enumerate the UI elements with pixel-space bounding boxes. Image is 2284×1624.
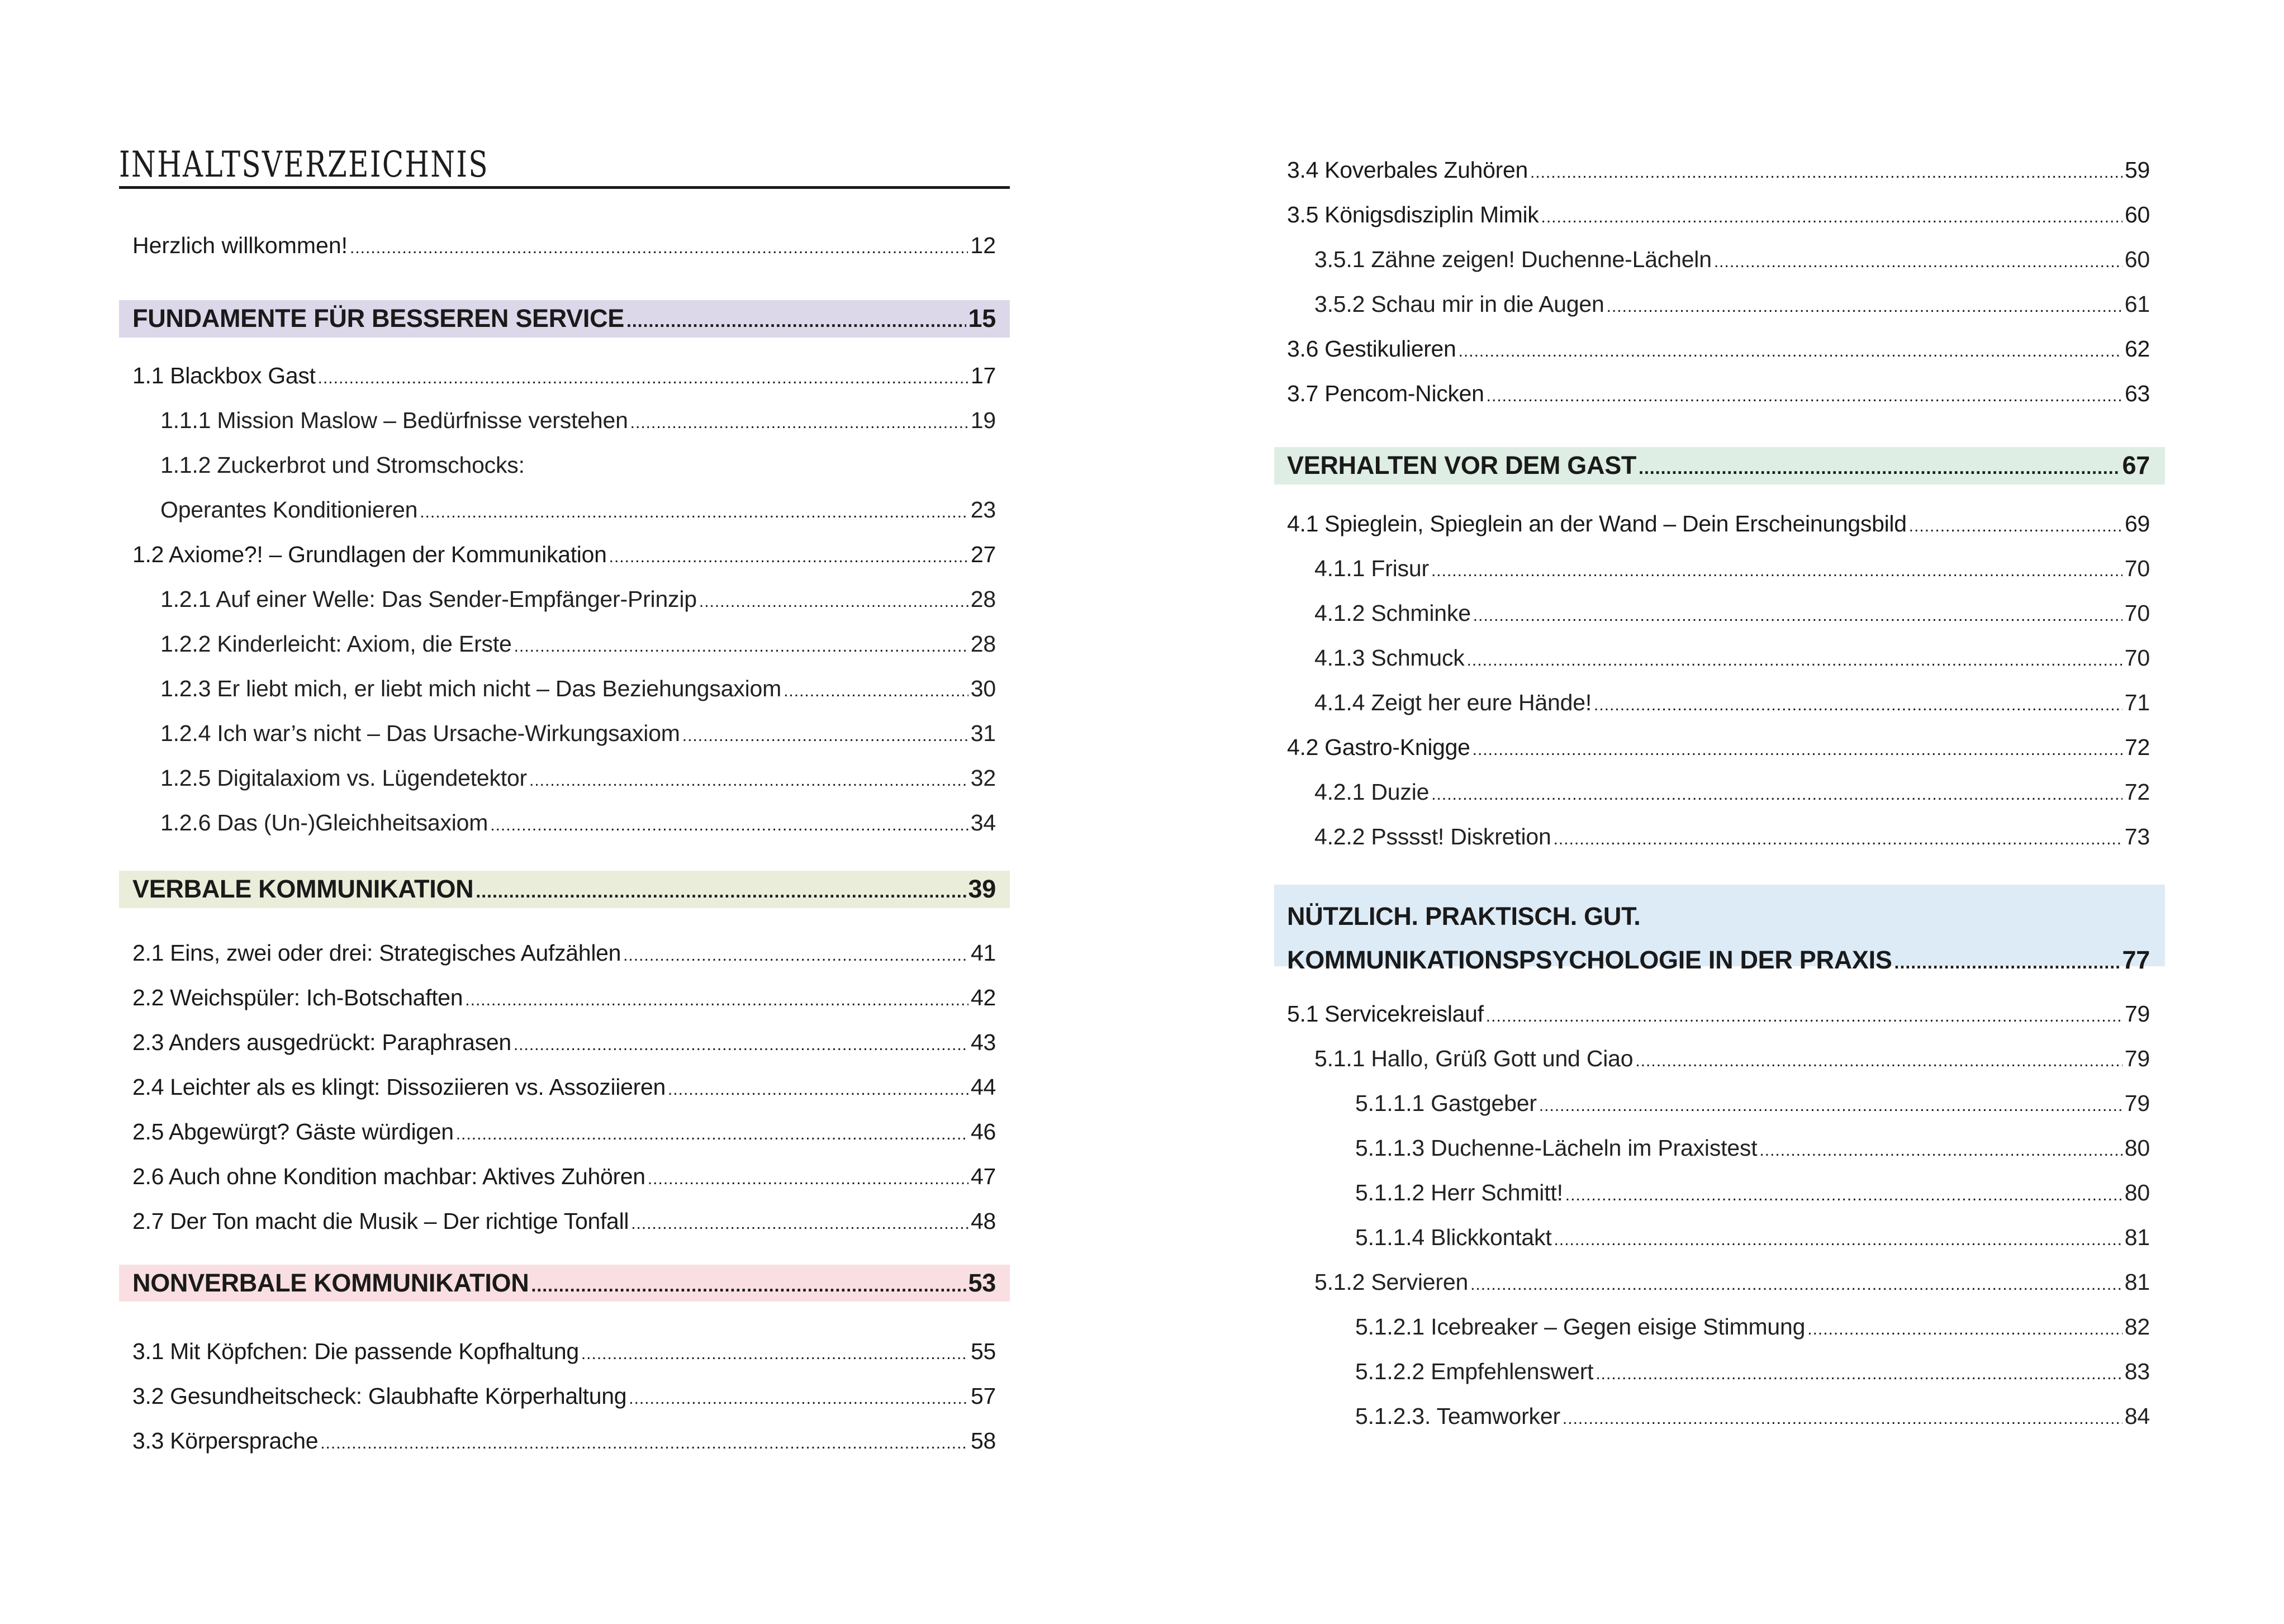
toc-entry-label: 5.1.1.4 Blickkontakt	[1355, 1224, 1552, 1250]
toc-chapter-5-line2[interactable]	[1287, 943, 2150, 977]
toc-entry-label: 3.3 Körpersprache	[132, 1428, 319, 1454]
dot-leader	[1563, 1402, 2122, 1436]
toc-entry-label: 3.5.2 Schau mir in die Augen	[1314, 291, 1604, 317]
dot-leader	[1639, 451, 2120, 485]
toc-entry[interactable]	[1355, 1176, 2150, 1209]
toc-chapter-page: 39	[968, 875, 996, 903]
toc-entry-page: 44	[970, 1074, 996, 1100]
toc-entry-page: 69	[2124, 511, 2150, 536]
toc-entry[interactable]	[1314, 641, 2150, 675]
toc-entry-page: 42	[970, 985, 996, 1010]
dot-leader	[630, 406, 968, 440]
toc-entry[interactable]	[1314, 243, 2150, 276]
toc-entry-label: 2.7 Der Ton macht die Musik – Der richtige Tonfall	[132, 1208, 629, 1234]
toc-entry[interactable]	[1314, 287, 2150, 321]
toc-entry-page: 19	[970, 407, 996, 433]
dot-leader	[1431, 554, 2122, 588]
toc-entry-page: 70	[2124, 645, 2150, 671]
dot-leader	[1539, 1089, 2122, 1123]
toc-entry[interactable]	[132, 1204, 996, 1238]
dot-leader	[1894, 946, 2120, 979]
dot-leader	[514, 630, 968, 663]
toc-chapter-page: 67	[2122, 451, 2150, 479]
toc-entry-page: 62	[2124, 336, 2150, 362]
dot-leader	[699, 585, 968, 619]
toc-entry-label: 3.6 Gestikulieren	[1287, 336, 1456, 362]
dot-leader	[514, 1028, 968, 1062]
dot-leader	[1467, 644, 2122, 677]
toc-entry-page: 72	[2124, 779, 2150, 805]
toc-entry-page: 48	[970, 1208, 996, 1234]
dot-leader	[1565, 1179, 2122, 1212]
toc-entry[interactable]	[1287, 507, 2150, 540]
toc-entry-page: 30	[970, 676, 996, 701]
toc-entry[interactable]	[132, 538, 996, 571]
toc-entry-label: 5.1.2.1 Icebreaker – Gegen eisige Stimmung	[1355, 1314, 1806, 1340]
dot-leader	[320, 1427, 968, 1460]
toc-chapter-label: NÜTZLICH. PRAKTISCH. GUT.	[1287, 902, 1641, 930]
page-title: INHALTSVERZEICHNIS	[119, 144, 489, 186]
toc-entry-label: 4.1 Spieglein, Spieglein an der Wand – Dein Erscheinungsbild	[1287, 511, 1907, 536]
dot-leader	[1594, 688, 2122, 722]
dot-leader	[1486, 1000, 2122, 1033]
toc-entry-page: 59	[2124, 157, 2150, 183]
toc-chapter-label: NONVERBALE KOMMUNIKATION	[132, 1269, 529, 1297]
toc-entry[interactable]	[1314, 1265, 2150, 1299]
dot-leader	[529, 764, 968, 797]
toc-entry-page: 28	[970, 586, 996, 612]
toc-entry[interactable]	[1314, 775, 2150, 809]
toc-chapter-page: 77	[2122, 946, 2150, 974]
dot-leader	[531, 1269, 966, 1302]
toc-chapter-2[interactable]	[132, 872, 996, 906]
toc-entry-page: 82	[2124, 1314, 2150, 1340]
toc-entry[interactable]	[1287, 332, 2150, 365]
toc-entry-intro[interactable]	[132, 229, 996, 262]
toc-entry-page: 41	[970, 940, 996, 966]
dot-leader	[1909, 510, 2122, 543]
toc-chapter-1[interactable]	[132, 302, 996, 335]
toc-entry-page: 60	[2124, 246, 2150, 272]
toc-entry[interactable]	[1314, 686, 2150, 719]
toc-entry-page: 17	[970, 363, 996, 388]
toc-entry[interactable]	[132, 981, 996, 1014]
toc-entry-label: 4.1.4 Zeigt her eure Hände!	[1314, 690, 1592, 715]
toc-entry-label: 1.2 Axiome?! – Grundlagen der Kommunikation	[132, 542, 607, 567]
dot-leader	[784, 675, 968, 708]
toc-entry[interactable]	[1287, 198, 2150, 231]
dot-leader	[490, 809, 968, 842]
dot-leader	[1635, 1044, 2122, 1078]
toc-chapter-label: VERHALTEN VOR DEM GAST	[1287, 451, 1637, 479]
toc-entry-label: 1.2.6 Das (Un-)Gleichheitsaxiom	[160, 810, 488, 835]
toc-entry[interactable]	[160, 448, 996, 482]
dot-leader	[1554, 823, 2122, 856]
toc-entry-label: 1.2.2 Kinderleicht: Axiom, die Erste	[160, 631, 512, 657]
toc-entry-page: 12	[970, 232, 996, 258]
dot-leader	[629, 1382, 968, 1416]
dot-leader	[1541, 201, 2122, 234]
toc-entry-label: Operantes Konditionieren	[160, 497, 418, 523]
toc-entry-label: 1.2.4 Ich war’s nicht – Das Ursache-Wirkungsaxiom	[160, 720, 680, 746]
toc-entry-label: 5.1.1 Hallo, Grüß Gott und Ciao	[1314, 1046, 1634, 1071]
toc-entry-label: Herzlich willkommen!	[132, 232, 348, 258]
dot-leader	[1759, 1134, 2122, 1167]
toc-chapter-page: 15	[968, 304, 996, 333]
toc-entry[interactable]	[1314, 596, 2150, 630]
dot-leader	[609, 540, 968, 574]
dot-leader	[1607, 290, 2122, 324]
toc-entry[interactable]	[132, 1160, 996, 1193]
toc-entry-label: 3.7 Pencom-Nicken	[1287, 381, 1484, 406]
toc-entry-label: 4.1.3 Schmuck	[1314, 645, 1465, 671]
toc-entry-page: 72	[2124, 734, 2150, 760]
toc-entry-page: 81	[2124, 1224, 2150, 1250]
dot-leader	[1473, 733, 2122, 767]
toc-entry[interactable]	[160, 716, 996, 750]
toc-entry-page: 63	[2124, 381, 2150, 406]
toc-entry-label: 5.1.1.2 Herr Schmitt!	[1355, 1180, 1563, 1205]
dot-leader	[420, 496, 968, 529]
toc-entry[interactable]	[1314, 1042, 2150, 1075]
dot-leader	[465, 984, 968, 1017]
toc-entry[interactable]	[132, 1335, 996, 1368]
dot-leader	[648, 1162, 968, 1196]
toc-entry[interactable]	[132, 936, 996, 970]
toc-chapter-5-line1[interactable]	[1287, 900, 2150, 933]
toc-entry[interactable]	[1355, 1399, 2150, 1433]
toc-entry-label: 2.5 Abgewürgt? Gäste würdigen	[132, 1119, 454, 1145]
toc-entry-label: 2.4 Leichter als es klingt: Dissoziieren vs. Assoziieren	[132, 1074, 666, 1100]
dot-leader	[456, 1118, 968, 1151]
toc-entry-page: 61	[2124, 291, 2150, 317]
toc-entry[interactable]	[160, 672, 996, 705]
dot-leader	[350, 231, 968, 265]
toc-entry-page: 79	[2124, 1090, 2150, 1116]
toc-entry-label: 4.1.2 Schminke	[1314, 600, 1471, 626]
toc-entry[interactable]	[1355, 1310, 2150, 1343]
toc-entry-page: 32	[970, 765, 996, 791]
toc-entry-label: 3.4 Koverbales Zuhören	[1287, 157, 1528, 183]
toc-entry-label: 5.1.1.1 Gastgeber	[1355, 1090, 1537, 1116]
toc-entry-page: 71	[2124, 690, 2150, 715]
dot-leader	[1431, 778, 2122, 811]
dot-leader	[1487, 379, 2122, 413]
toc-entry[interactable]	[1287, 153, 2150, 187]
dot-leader	[1473, 599, 2122, 633]
dot-leader	[1714, 245, 2122, 279]
toc-chapter-label: KOMMUNIKATIONSPSYCHOLOGIE IN DER PRAXIS	[1287, 946, 1892, 974]
toc-entry-page: 57	[970, 1383, 996, 1409]
dot-leader	[1807, 1313, 2122, 1346]
toc-entry[interactable]	[1355, 1221, 2150, 1254]
toc-entry-page: 79	[2124, 1046, 2150, 1071]
toc-chapter-page: 53	[968, 1269, 996, 1297]
toc-entry[interactable]	[1287, 730, 2150, 764]
toc-entry-page: 70	[2124, 555, 2150, 581]
dot-leader	[682, 719, 968, 753]
title-underline	[119, 186, 1010, 189]
toc-entry-label: 1.2.1 Auf einer Welle: Das Sender-Empfänger-Prinzip	[160, 586, 697, 612]
toc-entry[interactable]	[1287, 997, 2150, 1031]
toc-entry-page: 27	[970, 542, 996, 567]
dot-leader	[668, 1073, 968, 1107]
toc-entry-page: 81	[2124, 1269, 2150, 1295]
dot-leader	[476, 875, 966, 908]
toc-entry-page: 79	[2124, 1001, 2150, 1027]
dot-leader	[1459, 335, 2122, 368]
dot-leader	[1554, 1223, 2122, 1257]
toc-entry-page: 73	[2124, 824, 2150, 849]
toc-entry-page: 47	[970, 1164, 996, 1189]
toc-entry-label: 1.2.3 Er liebt mich, er liebt mich nicht – Das Beziehungsaxiom	[160, 676, 782, 701]
toc-entry-label: 3.1 Mit Köpfchen: Die passende Kopfhaltung	[132, 1338, 579, 1364]
toc-entry-label: 1.1.2 Zuckerbrot und Stromschocks:	[160, 452, 525, 478]
toc-entry-page: 34	[970, 810, 996, 835]
toc-entry[interactable]	[160, 493, 996, 526]
toc-entry-label: 4.1.1 Frisur	[1314, 555, 1429, 581]
toc-entry-page: 60	[2124, 202, 2150, 227]
toc-entry-label: 1.1 Blackbox Gast	[132, 363, 316, 388]
toc-entry[interactable]	[132, 1424, 996, 1457]
toc-entry-label: 1.2.5 Digitalaxiom vs. Lügendetektor	[160, 765, 528, 791]
toc-chapter-label: VERBALE KOMMUNIKATION	[132, 875, 474, 903]
toc-entry-label: 5.1.2.2 Empfehlenswert	[1355, 1359, 1594, 1384]
toc-entry-label: 2.6 Auch ohne Kondition machbar: Aktives Zuhören	[132, 1164, 645, 1189]
toc-entry-page: 84	[2124, 1403, 2150, 1429]
toc-entry[interactable]	[132, 1070, 996, 1104]
toc-entry[interactable]	[132, 1025, 996, 1059]
toc-entry[interactable]	[1355, 1131, 2150, 1165]
toc-entry[interactable]	[1355, 1355, 2150, 1388]
toc-entry-label: 3.2 Gesundheitscheck: Glaubhafte Körperhaltung	[132, 1383, 627, 1409]
toc-entry[interactable]	[160, 761, 996, 795]
toc-entry[interactable]	[160, 806, 996, 839]
dot-leader	[1596, 1357, 2122, 1391]
toc-entry-page: 70	[2124, 600, 2150, 626]
dot-leader	[631, 1207, 968, 1241]
toc-entry-page: 46	[970, 1119, 996, 1145]
toc-entry[interactable]	[1314, 552, 2150, 585]
toc-entry[interactable]	[1355, 1086, 2150, 1120]
toc-entry-label: 3.5 Königsdisziplin Mimik	[1287, 202, 1539, 227]
toc-entry-label: 1.1.1 Mission Maslow – Bedürfnisse verstehen	[160, 407, 628, 433]
toc-chapter-label: FUNDAMENTE FÜR BESSEREN SERVICE	[132, 304, 624, 333]
dot-leader	[1470, 1268, 2122, 1302]
toc-entry[interactable]	[132, 1115, 996, 1148]
toc-entry-page: 80	[2124, 1180, 2150, 1205]
toc-entry-page: 80	[2124, 1135, 2150, 1161]
toc-entry-page: 43	[970, 1029, 996, 1055]
toc-entry-label: 2.3 Anders ausgedrückt: Paraphrasen	[132, 1029, 511, 1055]
toc-entry-page: 28	[970, 631, 996, 657]
toc-entry-label: 2.1 Eins, zwei oder drei: Strategisches Aufzählen	[132, 940, 621, 966]
toc-entry-label: 5.1 Servicekreislauf	[1287, 1001, 1484, 1027]
toc-entry[interactable]	[160, 403, 996, 437]
toc-chapter-4[interactable]	[1287, 449, 2150, 482]
toc-entry[interactable]	[132, 1379, 996, 1413]
toc-entry-page: 23	[970, 497, 996, 523]
toc-entry-page: 58	[970, 1428, 996, 1454]
toc-entry-label: 2.2 Weichspüler: Ich-Botschaften	[132, 985, 463, 1010]
dot-leader	[318, 362, 968, 395]
dot-leader	[1530, 156, 2122, 189]
toc-entry-label: 5.1.2.3. Teamworker	[1355, 1403, 1560, 1429]
toc-entry[interactable]	[160, 582, 996, 616]
toc-entry[interactable]	[160, 627, 996, 661]
toc-entry[interactable]	[132, 359, 996, 392]
toc-entry[interactable]	[1314, 820, 2150, 853]
toc-entry-label: 4.2 Gastro-Knigge	[1287, 734, 1470, 760]
dot-leader	[623, 939, 968, 972]
dot-leader	[626, 304, 966, 338]
toc-entry-label: 3.5.1 Zähne zeigen! Duchenne-Lächeln	[1314, 246, 1712, 272]
toc-entry[interactable]	[1287, 377, 2150, 410]
toc-entry-page: 55	[970, 1338, 996, 1364]
toc-entry-label: 5.1.2 Servieren	[1314, 1269, 1469, 1295]
dot-leader	[581, 1337, 968, 1371]
toc-entry-page: 83	[2124, 1359, 2150, 1384]
toc-entry-label: 4.2.2 Psssst! Diskretion	[1314, 824, 1551, 849]
toc-entry-page: 31	[970, 720, 996, 746]
toc-entry-label: 4.2.1 Duzie	[1314, 779, 1430, 805]
toc-chapter-3[interactable]	[132, 1266, 996, 1300]
toc-entry-label: 5.1.1.3 Duchenne-Lächeln im Praxistest	[1355, 1135, 1758, 1161]
